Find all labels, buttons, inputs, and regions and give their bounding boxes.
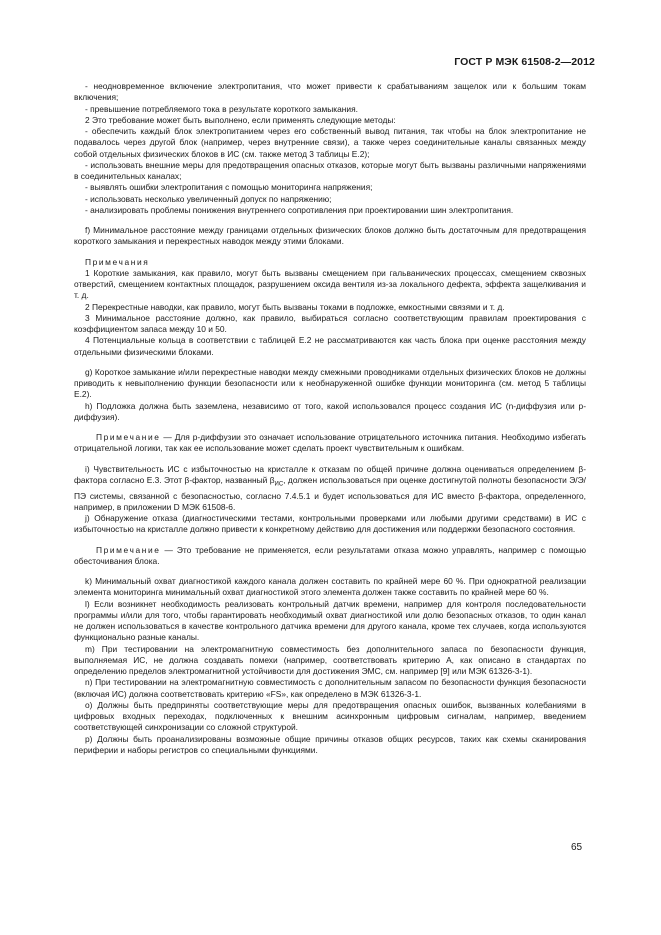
notes-heading: Примечания [85, 256, 150, 267]
bullet-item: - использовать внешние меры для предотвращения опасных отказов, которые могут быть вызваны различными напряжениями в соединительных каналах; [74, 159, 586, 181]
bullet-item: - неодновременное включение электропитания, что может привести к срабатываниям защелок или к большим токам включения; [74, 81, 586, 103]
beta-subscript: ИС [274, 481, 284, 488]
bullet-item: - использовать несколько увеличенный допуск по напряжению; [85, 193, 332, 204]
bullet-item: - анализировать проблемы понижения внутреннего сопротивления при проектировании шин электропитания. [85, 204, 514, 215]
paragraph-k: k) Минимальный охват диагностикой каждого канала должен составить по крайней мере 60 %. При однократной реализации элемента мониторинга минимальный охват диагностикой этого элемента должен также составить по крайней мере 60 %. [74, 576, 586, 598]
paragraph-h: h) Подложка должна быть заземлена, независимо от того, какой использовался процесс создания ИС (n-диффузия или p-диффузия). [74, 400, 586, 422]
note-text: — Для p-диффузии это означает использование отрицательного источника питания. Необходимо избегать отрицательной логики, так как ее использование может сделать проект чувствительным к ошибкам. [74, 432, 586, 454]
note-label: Примечание [96, 432, 161, 442]
note-2: 2 Перекрестные наводки, как правило, могут быть вызваны токами в подложке, емкостными связями и т. д. [85, 301, 505, 312]
paragraph: 2 Это требование может быть выполнено, если применять следующие методы: [85, 114, 396, 125]
bullet-item: - превышение потребляемого тока в результате короткого замыкания. [85, 103, 358, 114]
paragraph-o: o) Должны быть предприняты соответствующие меры для предотвращения опасных ошибок, вызванных колебаниями в цифровых входных переходах, подключенных к внешним асинхронным цифровым сигналам, например, введением соответствующей синхронизации со сложной структурой. [74, 699, 586, 733]
paragraph-j: j) Обнаружение отказа (диагностическими тестами, контрольными проверками или любыми другими средствами) в ИС с избыточностью на кристалле должно привести к конкретному действию для достижения или поддержки безопасного состояния. [74, 513, 586, 535]
bullet-item: - выявлять ошибки электропитания с помощью мониторинга напряжения; [85, 182, 373, 193]
page-number: 65 [571, 842, 583, 853]
paragraph-g: g) Короткое замыкание и/или перекрестные наводки между смежными проводниками отдельных физических блоков не должны приводить к невыполнению функции безопасности или к необнаруженной ошибке функции мониторинга (см. метод 5 таблицы Е.2). [74, 366, 586, 400]
paragraph-i [74, 464, 586, 514]
note-3: 3 Минимальное расстояние должно, как правило, выбираться согласно соответствующим правилам проектирования с коэффициентом запаса между 10 и 50. [74, 312, 586, 334]
paragraph-p: p) Должны быть проанализированы возможные общие причины отказов общих ресурсов, таких как схемы сканирования периферии и наборы регистров со специальными функциями. [74, 733, 586, 755]
paragraph-n: n) При тестировании на электромагнитную совместимость с дополнительным запасом по безопасности функция безопасности (включая ИС) должна соответствовать критерию «FS», как определено в МЭК 61326-3-1. [74, 677, 586, 699]
paragraph-m: m) При тестировании на электромагнитную совместимость без дополнительного запаса по безопасности функция, выполняемая ИС, не должна создавать помехи (например, соответствовать критерию А, как описано в стандартах по определению пределов электромагнитной устойчивости для достижения ЭМС, см. например [9] или МЭК 61326-3-1). [74, 643, 586, 677]
note-text: — Это требование не применяется, если результатами отказа можно управлять, например с помощью обесточивания блока. [74, 544, 586, 566]
note-h [74, 432, 586, 455]
note-j [74, 545, 586, 568]
document-header: ГОСТ Р МЭК 61508-2—2012 [454, 56, 595, 68]
bullet-item: - обеспечить каждый блок электропитанием через его собственный вывод питания, так чтобы на блок электропитание не подавалось через другой блок (например, через внутренние связи), а также через соединительные каналы связанных между собой отдельных физических блоков в ИС (см. также метод 3 таблицы Е.2); [74, 126, 586, 159]
page-body [74, 81, 586, 756]
note-4: 4 Потенциальные кольца в соответствии с таблицей Е.2 не рассматриваются как часть блока при оценке расстояния между отдельными физическими блоками. [74, 335, 586, 357]
note-1: 1 Короткие замыкания, как правило, могут быть вызваны смещением при гальванических процессах, смещением сквозных отверстий, смещением контактных площадок, разрушением оксида вентиля из-за локального дефекта, эффекта защелкивания и т. д. [74, 267, 586, 301]
paragraph-l: l) Если возникнет необходимость реализовать контрольный датчик времени, например для контроля последовательности программы и/или для того, чтобы гарантировать необходимый охват диагностикой или долю безопасных отказов, то один канал не должен использоваться в качестве контрольного датчика времени для другого канала, кроме тех случаев, когда используются функционально разные каналы. [74, 598, 586, 643]
paragraph-i-text: i) Чувствительность ИС с избыточностью на кристалле к отказам по общей причине должна оцениваться определением β-фактора согласно Е.3. Этот β-фактор, названный β [74, 463, 586, 485]
paragraph-i-text-cont: , должен использоваться при оценке достигнутой полноты безопасности Э/Э/ПЭ системы, связанной с безопасностью, согласно 7.4.5.1 и будет использоваться для ИС вместо β-фактора, определенного, например, в приложении D МЭК 61508-6. [74, 474, 586, 512]
note-label: Примечание [96, 544, 161, 555]
paragraph-f: f) Минимальное расстояние между границами отдельных физических блоков должно быть достаточным для предотвращения короткого замыкания и перекрестных наводок между этими блоками. [74, 225, 586, 247]
